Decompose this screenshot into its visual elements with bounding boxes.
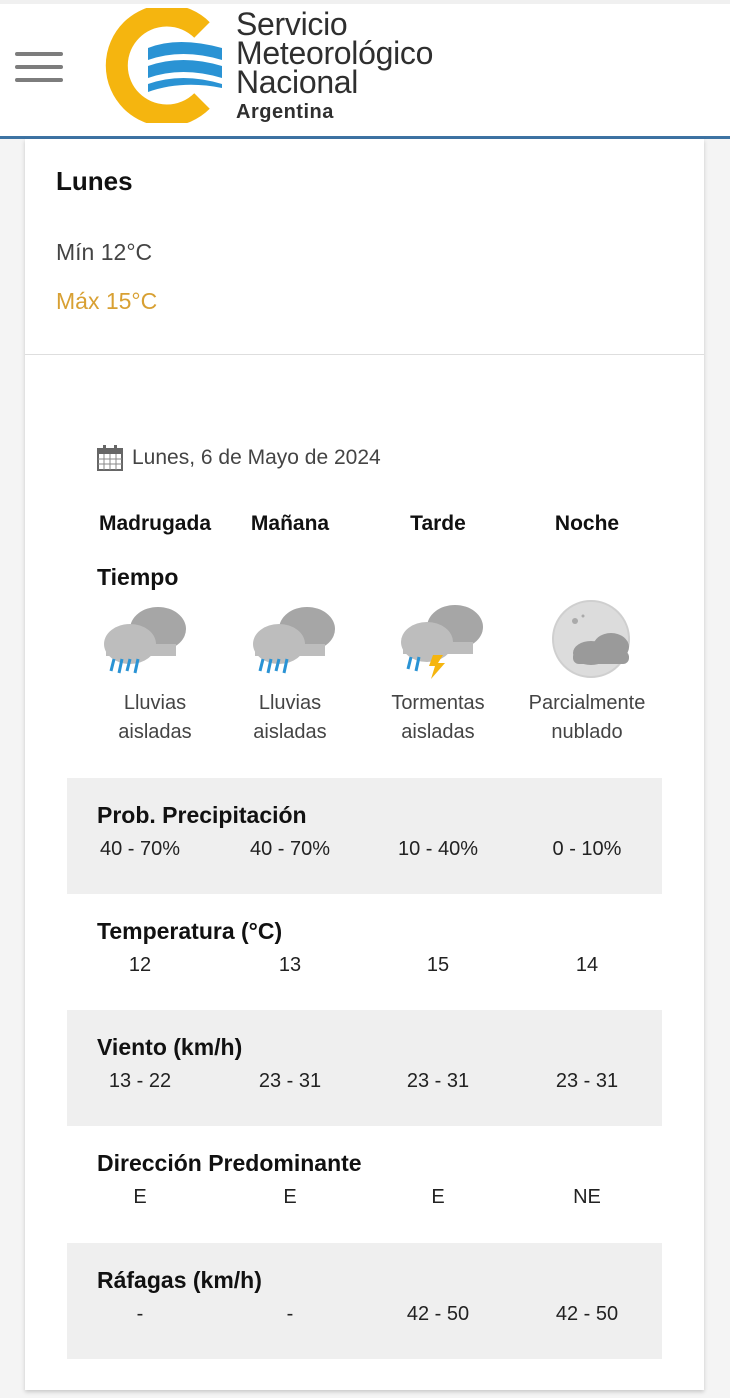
moon-cloud-icon bbox=[545, 599, 645, 679]
row-direction bbox=[67, 1126, 662, 1242]
row-precipitation bbox=[67, 778, 662, 894]
menu-bar bbox=[15, 78, 63, 82]
brand-subtitle: Argentina bbox=[236, 101, 334, 123]
day-title: Lunes bbox=[56, 166, 133, 196]
weather-desc bbox=[512, 689, 662, 747]
divider bbox=[25, 354, 704, 355]
period-madrugada: Madrugada bbox=[98, 512, 211, 535]
weather-desc bbox=[215, 689, 365, 747]
row-value: E bbox=[133, 1186, 147, 1208]
row-wind bbox=[67, 1010, 662, 1126]
row-value: 15 bbox=[426, 954, 450, 976]
row-value: 40 - 70% bbox=[249, 838, 331, 860]
row-label: Viento (km/h) bbox=[97, 1034, 243, 1060]
weather-desc bbox=[363, 689, 513, 747]
row-value: 42 - 50 bbox=[406, 1303, 470, 1325]
forecast-date: Lunes, 6 de Mayo de 2024 bbox=[132, 446, 381, 469]
row-label: Dirección Predominante bbox=[97, 1150, 362, 1176]
weather-label: Tiempo bbox=[97, 564, 179, 590]
date-row bbox=[96, 444, 381, 472]
weather-desc-line: aisladas bbox=[118, 721, 192, 743]
row-label: Temperatura (°C) bbox=[97, 918, 283, 944]
row-value: 10 - 40% bbox=[397, 838, 479, 860]
app-header bbox=[0, 0, 730, 139]
weather-desc-line: Lluvias bbox=[258, 692, 322, 714]
row-value: 0 - 10% bbox=[552, 838, 622, 860]
row-gusts bbox=[67, 1243, 662, 1359]
row-temperature bbox=[67, 894, 662, 1010]
row-value: 23 - 31 bbox=[258, 1070, 322, 1092]
brand-line-3: Nacional bbox=[236, 64, 359, 100]
row-value: - bbox=[136, 1303, 144, 1325]
row-value: 23 - 31 bbox=[555, 1070, 619, 1092]
min-temp: Mín 12°C bbox=[56, 239, 153, 265]
calendar-icon bbox=[96, 444, 124, 472]
row-label: Ráfagas (km/h) bbox=[97, 1267, 262, 1293]
row-label: Prob. Precipitación bbox=[97, 802, 307, 828]
cloud-rain-icon bbox=[245, 599, 345, 679]
period-tarde: Tarde bbox=[410, 512, 466, 535]
brand-line-1: Servicio bbox=[236, 6, 348, 42]
weather-desc-line: Tormentas bbox=[391, 692, 485, 714]
row-value: 12 bbox=[128, 954, 152, 976]
row-value: E bbox=[431, 1186, 445, 1208]
row-value: E bbox=[283, 1186, 297, 1208]
row-value: 42 - 50 bbox=[555, 1303, 619, 1325]
cloud-storm-icon bbox=[393, 599, 493, 679]
row-value: 23 - 31 bbox=[406, 1070, 470, 1092]
forecast-card bbox=[25, 139, 704, 1390]
row-value: - bbox=[286, 1303, 294, 1325]
weather-desc-line: aisladas bbox=[401, 721, 475, 743]
weather-desc-line: aisladas bbox=[253, 721, 327, 743]
period-manana: Mañana bbox=[250, 512, 330, 535]
row-value: 13 - 22 bbox=[108, 1070, 172, 1092]
max-temp: Máx 15°C bbox=[56, 288, 158, 314]
row-value: 40 - 70% bbox=[99, 838, 181, 860]
menu-bar bbox=[15, 65, 63, 69]
row-value: NE bbox=[573, 1186, 601, 1208]
weather-desc-line: Lluvias bbox=[123, 692, 187, 714]
period-noche: Noche bbox=[554, 512, 620, 535]
hamburger-menu-button[interactable] bbox=[15, 52, 63, 86]
smn-logo-icon[interactable] bbox=[100, 8, 230, 123]
brand-line-2: Meteorológico bbox=[236, 35, 434, 71]
status-strip bbox=[0, 0, 730, 4]
cloud-rain-icon bbox=[96, 599, 196, 679]
row-value: 13 bbox=[278, 954, 302, 976]
weather-desc-line: nublado bbox=[551, 721, 623, 743]
row-value: 14 bbox=[575, 954, 599, 976]
brand-text bbox=[236, 6, 434, 124]
menu-bar bbox=[15, 52, 63, 56]
weather-desc bbox=[80, 689, 230, 747]
weather-desc-line: Parcialmente bbox=[528, 692, 646, 714]
